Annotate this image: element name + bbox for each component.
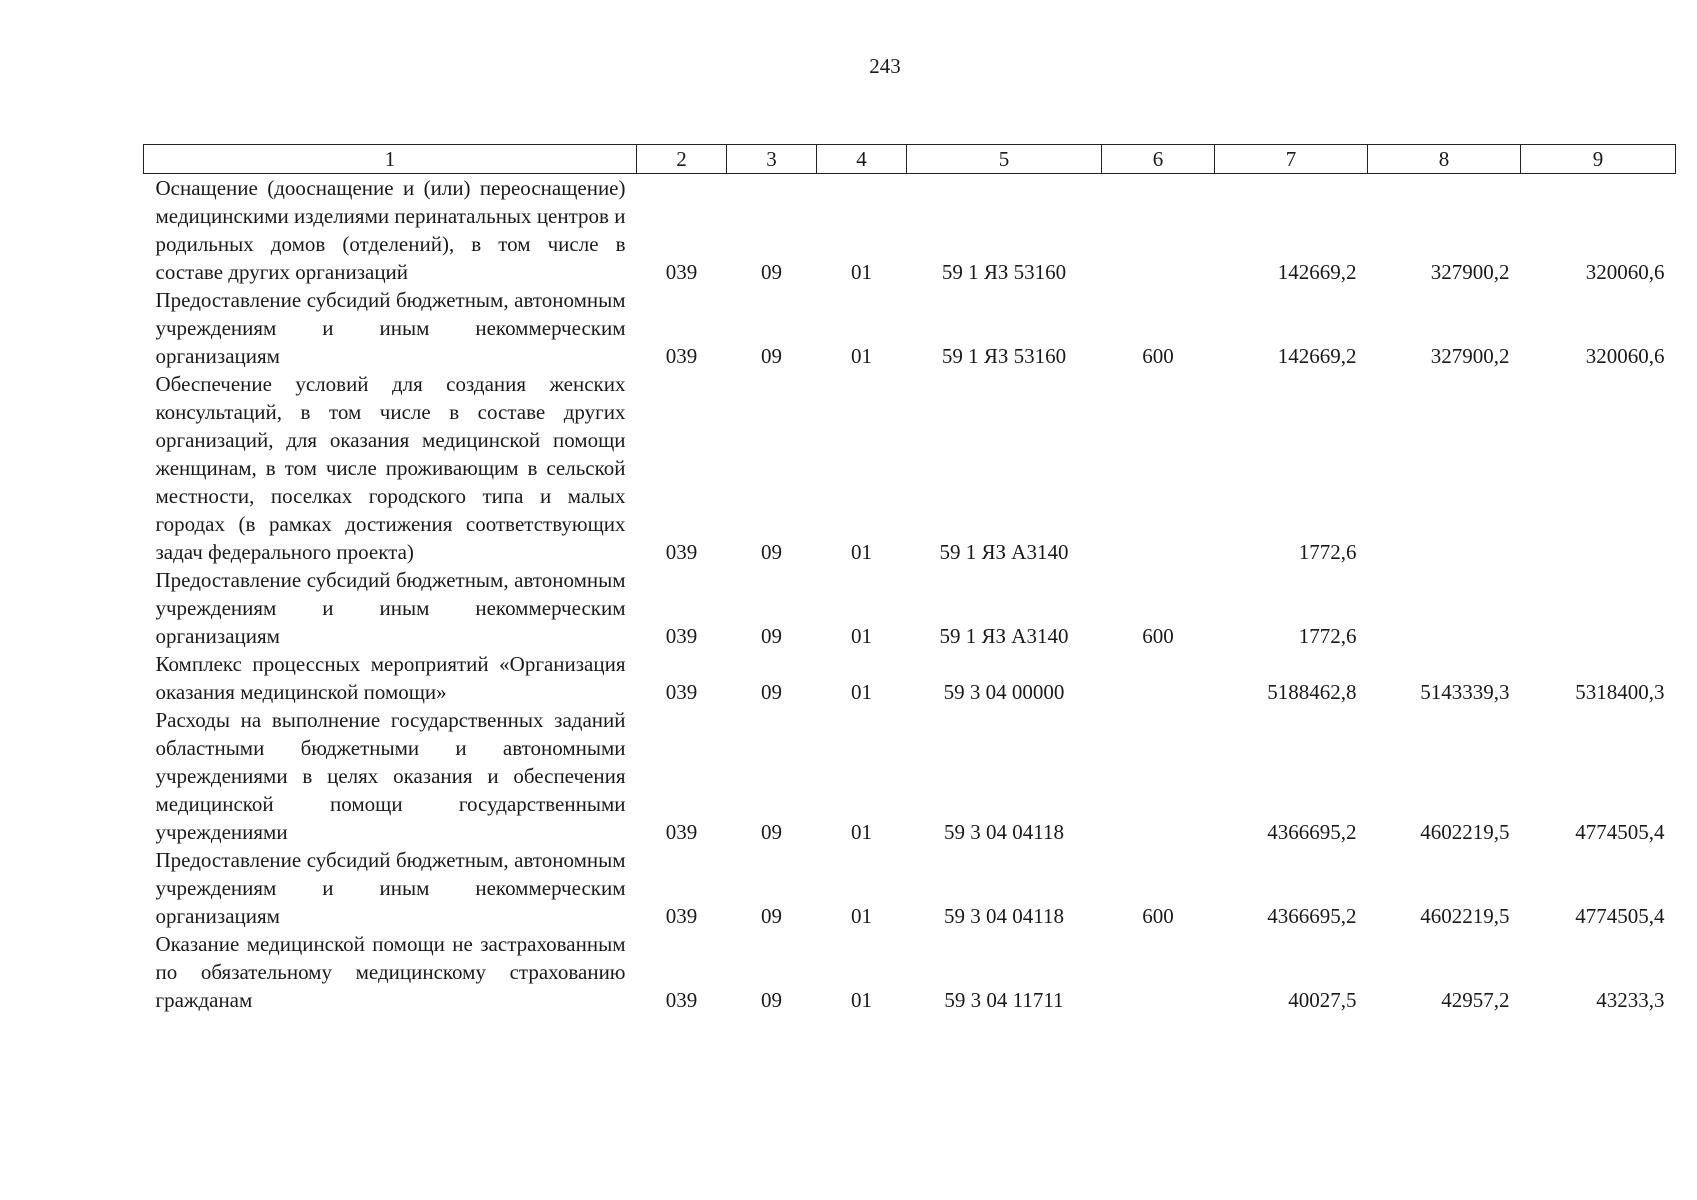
- cell-ministry-code: 039: [665, 344, 698, 368]
- column-header-1: 1: [144, 145, 637, 174]
- row-description: Расходы на выполнение государственных заданий областными бюджетными и автономными учреждениями в целях оказания и обеспечения медицинской помощи государственными учреждениями: [155, 708, 626, 844]
- cell-ministry-code: 039: [665, 988, 698, 1012]
- cell-subsection: 01: [851, 540, 872, 564]
- page-number: 243: [869, 54, 901, 78]
- cell-amount-8: [1368, 370, 1521, 566]
- cell-amount-9: [1521, 370, 1676, 566]
- cell-amount-7: 40027,5: [1288, 988, 1357, 1012]
- column-header-4: 4: [817, 145, 907, 174]
- cell-expense-type: 600: [1142, 904, 1174, 928]
- row-description: Предоставление субсидий бюджетным, автономным учреждениям и иным некоммерческим организациям: [155, 848, 626, 928]
- cell-amount-7: 1772,6: [1298, 624, 1357, 648]
- cell-subsection: 01: [851, 988, 872, 1012]
- cell-amount-8: 327900,2: [1430, 260, 1510, 284]
- cell-expense-type: [1102, 706, 1215, 846]
- cell-amount-9: 320060,6: [1585, 344, 1665, 368]
- cell-subsection: 01: [851, 820, 872, 844]
- cell-amount-9: 4774505,4: [1575, 904, 1665, 928]
- cell-expense-type: [1102, 370, 1215, 566]
- cell-expense-type: 600: [1142, 624, 1174, 648]
- column-header-5: 5: [907, 145, 1102, 174]
- cell-ministry-code: 039: [665, 624, 698, 648]
- column-header-9: 9: [1521, 145, 1676, 174]
- cell-expense-type: [1102, 174, 1215, 287]
- cell-target-article: 59 1 ЯЗ А3140: [939, 540, 1069, 564]
- cell-amount-9: 4774505,4: [1575, 820, 1665, 844]
- budget-table: [143, 144, 1676, 1014]
- cell-amount-8: 327900,2: [1430, 344, 1510, 368]
- column-header-8: 8: [1368, 145, 1521, 174]
- cell-expense-type: [1102, 930, 1215, 1014]
- row-description: Комплекс процессных мероприятий «Организация оказания медицинской помощи»: [155, 652, 626, 704]
- cell-target-article: 59 3 04 00000: [943, 680, 1065, 704]
- row-description: Предоставление субсидий бюджетным, автономным учреждениям и иным некоммерческим организациям: [155, 288, 626, 368]
- cell-amount-8: 42957,2: [1441, 988, 1510, 1012]
- cell-target-article: 59 1 ЯЗ А3140: [939, 624, 1069, 648]
- column-header-2: 2: [637, 145, 727, 174]
- cell-target-article: 59 1 ЯЗ 53160: [941, 344, 1067, 368]
- cell-amount-7: 1772,6: [1298, 540, 1357, 564]
- table-row: [144, 930, 1676, 1014]
- cell-amount-9: 320060,6: [1585, 260, 1665, 284]
- table-row: [144, 370, 1676, 566]
- cell-ministry-code: 039: [665, 904, 698, 928]
- cell-section: 09: [761, 344, 782, 368]
- table-row: [144, 706, 1676, 846]
- column-header-6: 6: [1102, 145, 1215, 174]
- row-description: Обеспечение условий для создания женских консультаций, в том числе в составе других организаций, для оказания медицинской помощи женщинам, в том числе проживающим в сельской местности, поселках городского типа и малых городах (в рамках достижения соответствующих задач федерального проекта): [155, 372, 626, 564]
- cell-amount-7: 5188462,8: [1267, 680, 1357, 704]
- cell-section: 09: [761, 904, 782, 928]
- row-description: Предоставление субсидий бюджетным, автономным учреждениям и иным некоммерческим организациям: [155, 568, 626, 648]
- table-row: [144, 174, 1676, 287]
- cell-target-article: 59 3 04 04118: [944, 904, 1064, 928]
- cell-section: 09: [761, 680, 782, 704]
- cell-expense-type: [1102, 650, 1215, 706]
- cell-section: 09: [761, 820, 782, 844]
- column-header-7: 7: [1215, 145, 1368, 174]
- cell-amount-7: 142669,2: [1277, 344, 1357, 368]
- table-row: [144, 566, 1676, 650]
- cell-ministry-code: 039: [665, 680, 698, 704]
- row-description: Оказание медицинской помощи не застрахованным по обязательному медицинскому страхованию гражданам: [155, 932, 626, 1012]
- cell-subsection: 01: [851, 260, 872, 284]
- cell-subsection: 01: [851, 680, 872, 704]
- cell-section: 09: [761, 988, 782, 1012]
- cell-ministry-code: 039: [665, 260, 698, 284]
- cell-subsection: 01: [851, 904, 872, 928]
- cell-amount-8: 4602219,5: [1420, 904, 1510, 928]
- cell-target-article: 59 3 04 11711: [944, 988, 1064, 1012]
- cell-section: 09: [761, 624, 782, 648]
- cell-section: 09: [761, 540, 782, 564]
- cell-target-article: 59 1 ЯЗ 53160: [941, 260, 1067, 284]
- cell-amount-8: 4602219,5: [1420, 820, 1510, 844]
- cell-section: 09: [761, 260, 782, 284]
- table-row: [144, 650, 1676, 706]
- cell-amount-8: 5143339,3: [1420, 680, 1510, 704]
- row-description: Оснащение (дооснащение и (или) переоснащение) медицинскими изделиями перинатальных центров и родильных домов (отделений), в том числе в составе других организаций: [155, 176, 626, 284]
- cell-amount-9: 43233,3: [1596, 988, 1665, 1012]
- cell-ministry-code: 039: [665, 820, 698, 844]
- cell-subsection: 01: [851, 624, 872, 648]
- cell-amount-9: [1521, 566, 1676, 650]
- table-row: [144, 846, 1676, 930]
- cell-amount-9: 5318400,3: [1575, 680, 1665, 704]
- cell-amount-7: 4366695,2: [1267, 820, 1357, 844]
- cell-target-article: 59 3 04 04118: [944, 820, 1064, 844]
- cell-ministry-code: 039: [665, 540, 698, 564]
- cell-amount-7: 142669,2: [1277, 260, 1357, 284]
- column-number-row: [144, 145, 1676, 174]
- column-header-3: 3: [727, 145, 817, 174]
- cell-subsection: 01: [851, 344, 872, 368]
- table-row: [144, 286, 1676, 370]
- cell-expense-type: 600: [1142, 344, 1174, 368]
- cell-amount-7: 4366695,2: [1267, 904, 1357, 928]
- cell-amount-8: [1368, 566, 1521, 650]
